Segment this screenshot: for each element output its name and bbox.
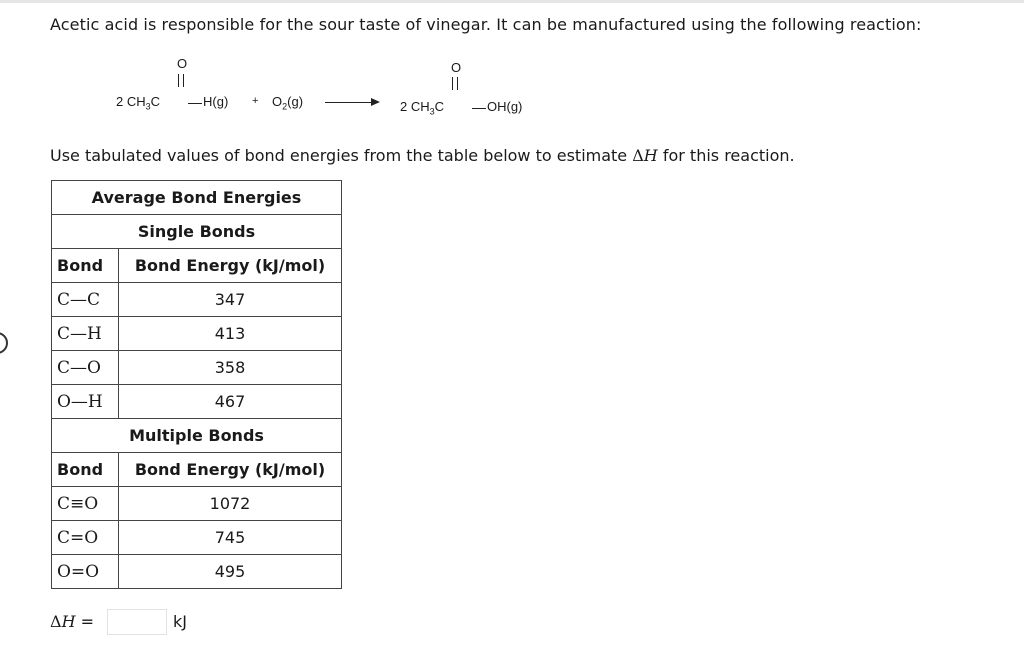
reaction-arrow-shaft xyxy=(325,102,371,103)
bond-cell: O—H xyxy=(52,385,119,419)
energy-cell: 1072 xyxy=(119,487,342,521)
delta-h-label: ΔH = xyxy=(50,612,95,631)
reactant-2: $O_2(g)$ xyxy=(272,94,304,112)
energy-cell: 467 xyxy=(119,385,342,419)
energy-cell: 413 xyxy=(119,317,342,351)
bond-cell: C=O xyxy=(52,521,119,555)
bond-energy-table xyxy=(51,180,342,589)
table-row xyxy=(52,555,342,589)
product: 2 $CH_3C$ xyxy=(400,99,445,117)
table-row xyxy=(52,521,342,555)
table-row xyxy=(52,283,342,317)
delta-h-answer-input[interactable] xyxy=(107,609,167,635)
scroll-edge-circle-icon xyxy=(0,332,8,354)
bond-column-header: Bond xyxy=(52,453,119,487)
product-carbonyl-oxygen: O xyxy=(451,60,462,75)
bond-cell: C≡O xyxy=(52,487,119,521)
reaction-equation xyxy=(100,54,560,124)
reactant-1-tail: H(g) xyxy=(203,94,229,109)
reaction-arrow-icon xyxy=(371,98,380,106)
bond-cell: C—H xyxy=(52,317,119,351)
plus-sign: + xyxy=(252,95,259,107)
question-instruction: Use tabulated values of bond energies from the table below to estimate ΔH for this reaction. xyxy=(50,146,795,165)
bond-cell: O=O xyxy=(52,555,119,589)
bond-cell: C—C xyxy=(52,283,119,317)
reactant-carbonyl-oxygen: O xyxy=(177,56,188,71)
multiple-bonds-header: Multiple Bonds xyxy=(52,419,342,453)
reactant-single-bond xyxy=(188,103,202,104)
top-divider xyxy=(0,0,1024,3)
energy-cell: 495 xyxy=(119,555,342,589)
product-single-bond xyxy=(472,108,486,109)
bond-cell: C—O xyxy=(52,351,119,385)
energy-column-header: Bond Energy (kJ/mol) xyxy=(119,453,342,487)
question-intro: Acetic acid is responsible for the sour taste of vinegar. It can be manufactured using the following reaction: xyxy=(50,15,922,34)
table-title: Average Bond Energies xyxy=(52,181,342,215)
table-row xyxy=(52,385,342,419)
energy-cell: 745 xyxy=(119,521,342,555)
single-bonds-header: Single Bonds xyxy=(52,215,342,249)
energy-cell: 347 xyxy=(119,283,342,317)
table-row xyxy=(52,317,342,351)
product-tail: OH(g) xyxy=(487,99,523,114)
energy-column-header: Bond Energy (kJ/mol) xyxy=(119,249,342,283)
product-double-bond xyxy=(452,77,458,90)
unit-label: kJ xyxy=(173,612,187,631)
energy-cell: 358 xyxy=(119,351,342,385)
bond-column-header: Bond xyxy=(52,249,119,283)
table-row xyxy=(52,351,342,385)
reactant-1: 2 $CH_3C$ xyxy=(116,94,161,112)
reactant-double-bond xyxy=(178,74,184,87)
table-row xyxy=(52,487,342,521)
